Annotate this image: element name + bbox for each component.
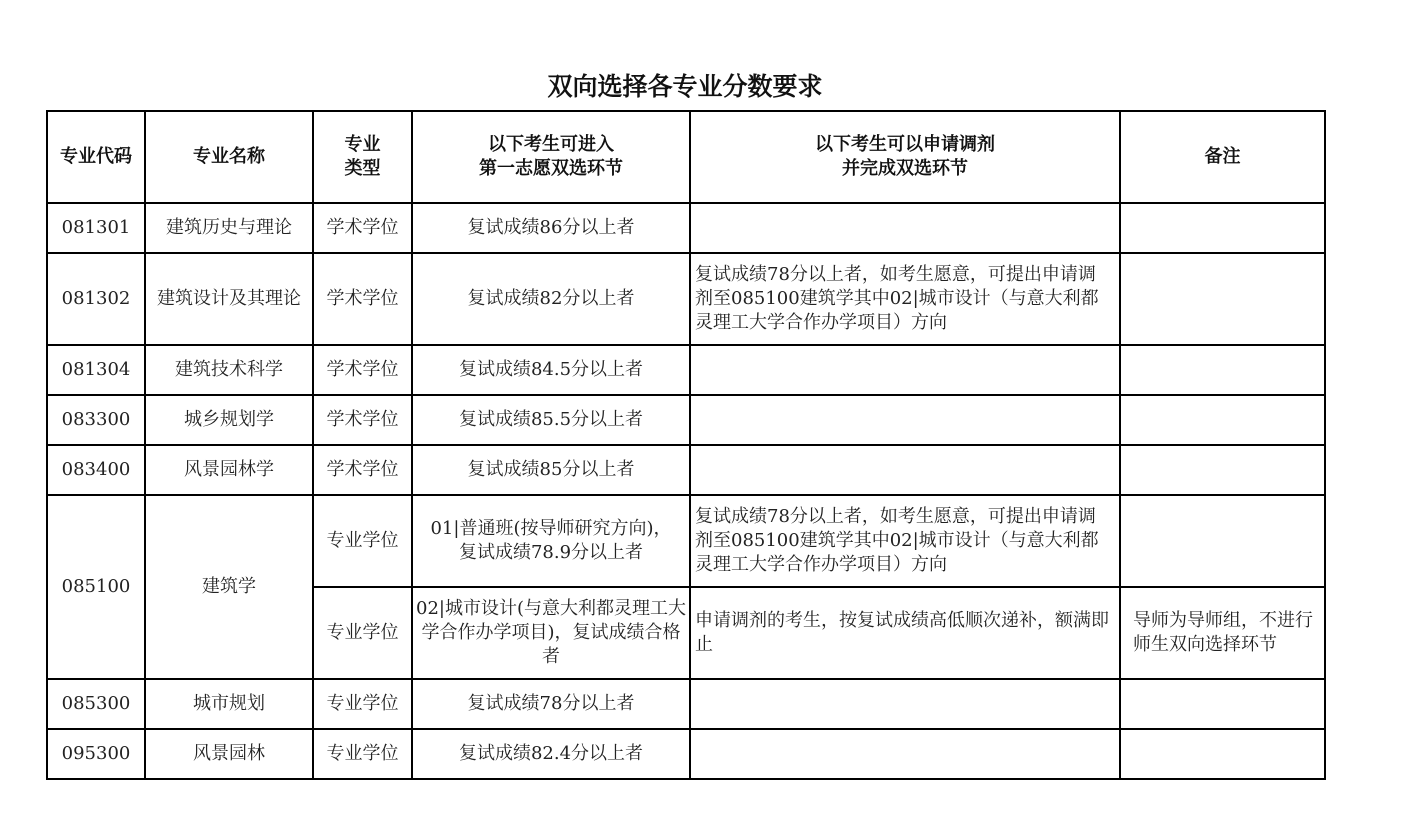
cell-first-choice: 复试成绩84.5分以上者 <box>412 345 690 395</box>
cell-remark <box>1120 395 1325 445</box>
table-row <box>47 345 1325 395</box>
header-first-choice: 以下考生可进入 第一志愿双选环节 <box>412 111 690 203</box>
cell-adjust: 复试成绩78分以上者，如考生愿意，可提出申请调剂至085100建筑学其中02|城市设计（与意大利都灵理工大学合作办学项目）方向 <box>690 495 1120 587</box>
cell-adjust <box>690 345 1120 395</box>
cell-name: 风景园林 <box>145 729 313 779</box>
cell-name: 城乡规划学 <box>145 395 313 445</box>
cell-type: 学术学位 <box>313 445 412 495</box>
cell-first-choice: 复试成绩85分以上者 <box>412 445 690 495</box>
cell-first-choice: 复试成绩82分以上者 <box>412 253 690 345</box>
cell-type: 专业学位 <box>313 495 412 587</box>
cell-type: 学术学位 <box>313 395 412 445</box>
cell-name: 建筑设计及其理论 <box>145 253 313 345</box>
cell-name: 建筑技术科学 <box>145 345 313 395</box>
cell-adjust <box>690 729 1120 779</box>
header-row <box>47 111 1325 203</box>
cell-type: 学术学位 <box>313 253 412 345</box>
table-row <box>47 679 1325 729</box>
table-row <box>47 253 1325 345</box>
cell-type: 专业学位 <box>313 679 412 729</box>
cell-name: 建筑学 <box>145 495 313 679</box>
cell-remark <box>1120 679 1325 729</box>
cell-code: 095300 <box>47 729 145 779</box>
cell-type: 学术学位 <box>313 345 412 395</box>
table-row <box>47 395 1325 445</box>
cell-name: 风景园林学 <box>145 445 313 495</box>
cell-first-choice: 复试成绩86分以上者 <box>412 203 690 253</box>
cell-first-choice: 01|普通班(按导师研究方向)， 复试成绩78.9分以上者 <box>412 495 690 587</box>
cell-first-choice: 复试成绩82.4分以上者 <box>412 729 690 779</box>
header-name: 专业名称 <box>145 111 313 203</box>
cell-first-choice: 复试成绩85.5分以上者 <box>412 395 690 445</box>
cell-type: 专业学位 <box>313 587 412 679</box>
cell-code: 081302 <box>47 253 145 345</box>
cell-remark <box>1120 345 1325 395</box>
cell-first-choice: 复试成绩78分以上者 <box>412 679 690 729</box>
cell-remark: 导师为导师组，不进行师生双向选择环节 <box>1120 587 1325 679</box>
table-row <box>47 203 1325 253</box>
cell-remark <box>1120 203 1325 253</box>
cell-first-choice: 02|城市设计(与意大利都灵理工大学合作办学项目)，复试成绩合格者 <box>412 587 690 679</box>
cell-code: 081304 <box>47 345 145 395</box>
header-type: 专业 类型 <box>313 111 412 203</box>
page-title: 双向选择各专业分数要求 <box>547 72 823 101</box>
table-row <box>47 445 1325 495</box>
cell-code: 081301 <box>47 203 145 253</box>
cell-remark <box>1120 445 1325 495</box>
table-row <box>47 495 1325 587</box>
score-requirements-table <box>46 110 1326 780</box>
cell-remark <box>1120 495 1325 587</box>
cell-adjust: 申请调剂的考生，按复试成绩高低顺次递补，额满即止 <box>690 587 1120 679</box>
cell-code: 083300 <box>47 395 145 445</box>
cell-adjust: 复试成绩78分以上者，如考生愿意，可提出申请调剂至085100建筑学其中02|城市设计（与意大利都灵理工大学合作办学项目）方向 <box>690 253 1120 345</box>
header-adjust: 以下考生可以申请调剂 并完成双选环节 <box>690 111 1120 203</box>
cell-code: 083400 <box>47 445 145 495</box>
cell-name: 城市规划 <box>145 679 313 729</box>
cell-type: 学术学位 <box>313 203 412 253</box>
cell-code: 085100 <box>47 495 145 679</box>
cell-adjust <box>690 395 1120 445</box>
cell-adjust <box>690 203 1120 253</box>
cell-type: 专业学位 <box>313 729 412 779</box>
header-code: 专业代码 <box>47 111 145 203</box>
table-row <box>47 729 1325 779</box>
cell-code: 085300 <box>47 679 145 729</box>
cell-remark <box>1120 729 1325 779</box>
cell-adjust <box>690 445 1120 495</box>
header-remark: 备注 <box>1120 111 1325 203</box>
cell-remark <box>1120 253 1325 345</box>
cell-adjust <box>690 679 1120 729</box>
cell-name: 建筑历史与理论 <box>145 203 313 253</box>
